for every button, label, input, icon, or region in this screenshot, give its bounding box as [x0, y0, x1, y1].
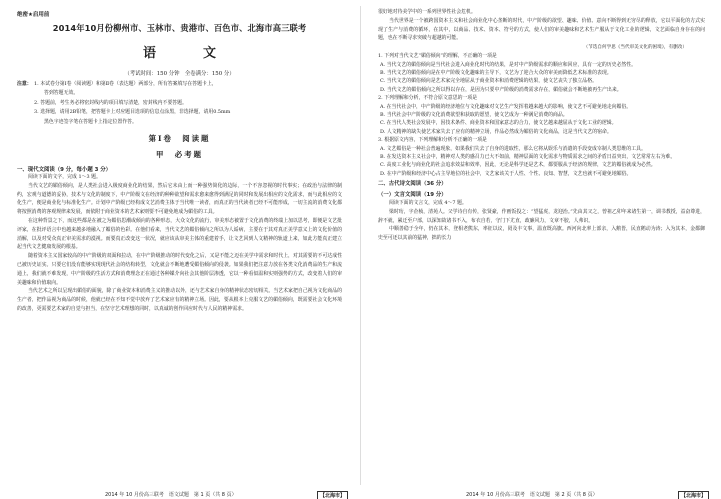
paragraph: 随着资本主义国家较高的中产阶级的双面和拉动，在中产阶级推动的时代变化之后，又是不能之迈在美学中需求和时代上，对其需要的不可达成性已被历史证实。只要它们没有能够实现现代社会的结构转型，文化就会不断地遭受媚俗倾向的侵袭。如果我们把注意力放在各类文化消费品的生产和流通上，我们就不难发现，中产阶级的生活方式和消费理念正在通过各种媒介向社会其他阶层渗透，它以一种看似温和实则强势的方式，改变着人们的审美趣味和价值取向。 — [17, 253, 342, 286]
footer-text: 2014 年 10 月份高三联考 语文试题 第 2 页（共 8 页） — [466, 492, 598, 498]
note-item: 答到答题无效。 — [44, 90, 79, 97]
question-2 — [378, 94, 705, 136]
paragraph: 阅读下面的文字，完成 1～3 题。 — [28, 174, 101, 181]
question-1 — [378, 52, 705, 94]
option-c: C. 当代文艺的媚俗倾向是艺术家完全地屈从于商业资本和消费逻辑的结果，使文艺丧失了独立品格。 — [380, 78, 597, 85]
option-c: C. 在当代人类社会发展中，因技术条件、商业资本和国家意志的合力，使文艺越来越屈从于文化工业的逻辑。 — [380, 120, 617, 127]
section-heading: 一、现代文阅读（9 分，每小题 3 分） — [17, 167, 111, 174]
exam-info: （考试时间：150 分钟 全卷满分：150 分） — [124, 71, 235, 77]
note-item: 1. 本试卷分第Ⅰ卷（阅读题）和第Ⅱ卷（表达题）两部分，所有答案填写在答题卡上， — [34, 81, 217, 87]
paragraph: 很好地对待美学中的一系列世界性社会危机。 — [378, 9, 476, 15]
part-title: 甲 必考题 — [156, 150, 203, 160]
page-2 — [361, 0, 721, 499]
option-d: D. 人文精神的缺失使艺术家失去了应有的精神立场，作品必然成为媚俗的文化商品，这是当代文艺的宿命。 — [380, 128, 612, 135]
option-d: D. 当代文艺的媚俗倾向之所以得以存在，是因为只要中产阶级的消费需求存在，媚俗就会不断地被再生产出来。 — [380, 86, 622, 93]
footer-tag: 【北海市】 — [678, 491, 709, 499]
option-c: C. 高度工业化与商业化的社会追求效益和效率，因此，无论是科学还是艺术，都要服从于经济的规律，文艺的媚俗就成为必然。 — [380, 162, 656, 169]
paragraph: 当代世界是一个被跨国资本主义和社会商业化中心垄断的时代，中产阶级的欲望、趣味、价值、意向不断得到无穷尽的释放，它以平面化的方式实现了生产与消费的循环，在其中，以商品、技术、资本、符号的方式，使人们的审美趣味和艺术生产服从于文化工业的逻辑，文艺面临自身存在的问题，也在不断寻求突破与超越的可能。 — [378, 17, 705, 42]
note-item: 2. 答题前，考生务必将密封线内的项目填写清楚，密封线内不要答题。 — [34, 99, 187, 106]
option-a: A. 当代文艺的媚俗倾向是当代社会进入商业化时代的结果，是对中产阶级需求的顺应和回应，具有一定的历史必然性。 — [380, 61, 637, 68]
option-a: A. 文艺媚俗是一种社会普遍现象，如果我们失去了自身的进取性，那么它将从娱乐与消遣的手段变成宰制人类思维的工具。 — [380, 145, 646, 152]
question-stem: 1. 下列对当代文艺“媚俗倾向”的理解，不正确的一项是 — [378, 53, 497, 60]
option-b: B. 在发达资本主义社会中，精神对人类的感召力已大不如前，精神层面的文化需求与物质需求之间的矛盾日益突出，文艺常常左右为难。 — [380, 154, 676, 161]
page-1 — [0, 0, 360, 499]
option-b: B. 当代文艺的媚俗倾向是在中产阶级文化趣味的主导下，文艺为了迎合大众的审美而降低艺术标准的表现。 — [380, 70, 612, 76]
footer-tag: 【北海市】 — [317, 491, 348, 499]
question-stem: 2. 下列理解和分析，不符合原文意思的一项是 — [378, 95, 478, 102]
note-item: 3. 选择题，请用2B铅笔，把答题卡上对应题目选项的信息点涂黑，非选择题，请用0.5mm — [34, 109, 231, 116]
source-citation: （节选自何学思《当代审美文化的困境》，有删改） — [583, 45, 687, 51]
notes-block — [17, 80, 342, 127]
paragraph: 当代文艺的媚俗倾向，是人类社会进入极度商业化的结果，然后它未由上而一种强势简化的边际，一个不容忽视的时代事实；在政治与法律的制约，宏观与道德的妥协，技术与文化的制度下，中产阶级文在经济的种种欲望和需求愈来愈得到满足的同时和发展出相应的文化需求，而与此相应的文化生产，便是商业化与标准化生产。计划中产阶级已经构成文艺消费主体于当代唯一读者，而真正的当代读者已经不可能形成，一切主流的消费文化都将按照消费的客观规律来发展，而依附于商业资本的艺术家则要不可避免地成为媚俗的工具。 — [17, 182, 342, 216]
exam-title: 2014年10月份柳州市、玉林市、贵港市、百色市、北海市高三联考 — [52, 23, 307, 33]
option-b: B. 当代社会中产阶级的文化消费欲望和获取的愿望，使文艺成为一种满足消费的商品。 — [380, 112, 568, 119]
notes-label: 注意： — [17, 81, 32, 87]
paragraph: 当代艺术之所以呈现出媚俗的面貌，除了商业资本和消费主义的推动以外，还与艺术家自身的精神状态密切相关。当艺术家把自己视为文化商品的生产者，把作品视为商品的时候，他就已经在不知不觉中放弃了艺术家应有的精神立场。因此，要从根本上克服文艺的媚俗倾向，既需要社会文化环境的改善，更需要艺术家的自觉与担当，在坚守艺术理想的同时，以真诚的创作回应时代与人民的精神需求。 — [17, 288, 342, 312]
paragraph: 在这种背景之下，而这些都是在被之为媚俗思潮或倾向的各种形态，大众文化的流行，审美形态被置于文化消费的终端上加以思考，即便是文艺批评家，在批评语言中也越来越多地融入了媚俗的色彩。在他们看来，当代文艺的媚俗倾向之所以为人诟病，主要在于其对真正美学意义上的文化价值的消解，以及对受众真正审美需求的漠视。而要真正改变这一状况，就应该从审美主体的重建着手，让文艺回到人文精神的轨道上来，如此方能真正建立起当代文艺健康发展的根基。 — [17, 218, 342, 251]
option-a: A. 在当代社会中，中产阶级的经济地位与文化趣味对文艺生产发挥着越来越大的影响，使文艺不可避免地走向媚俗。 — [380, 103, 632, 110]
subsection-heading: （一）文言文阅读（19 分） — [378, 191, 447, 198]
footer-text: 2014 年 10 月份高三联考 语文试题 第 1 页（共 8 页） — [105, 492, 237, 498]
subject-title: 语 文 — [142, 46, 233, 61]
section-heading: 二、古代诗文阅读（36 分） — [378, 181, 447, 188]
paragraph: 阅读下面的文言文，完成 4～7 题。 — [389, 200, 467, 207]
note-item: 黑色字迹签字笔在答题卡上指定位置作答。 — [44, 118, 137, 125]
classical-text: 中顺善稳于全年，仍在其本，登相老熊东，率征以议，罔及丰文事，温直既高旗。西河向北率上部亲，入鹅皆，民直鹅动为涛；入为其本，金都御史至可还以其前的猛神，拙的长力 — [378, 226, 705, 242]
confidential-label: 绝密★启用前 — [17, 12, 50, 18]
volume-title: 第Ⅰ卷 阅读题 — [148, 134, 211, 144]
question-3 — [378, 136, 705, 178]
option-d: D. 在中产阶级和经济中心占主导地位的社会中，文艺家该关于人性、个性、良知、智慧，文艺也就不可避免地媚俗。 — [380, 170, 632, 177]
question-stem: 3. 根据原文内容，下列理解和分析不正确的一项是 — [378, 137, 487, 144]
classical-text: 梁时珩，字企桢，清苑人。父学诗自有传，张贤豪，作画饭投之：“望猛虎，龙迎治。”先由其父之，曾祖乙卯年来诸生第一，调书教授，益奋尊进，辞不就，累迁至户部，以深知故诸书不入，布衣自若，守门下尤直，政廉风力，文章不胶，人弗识。 — [378, 208, 705, 224]
